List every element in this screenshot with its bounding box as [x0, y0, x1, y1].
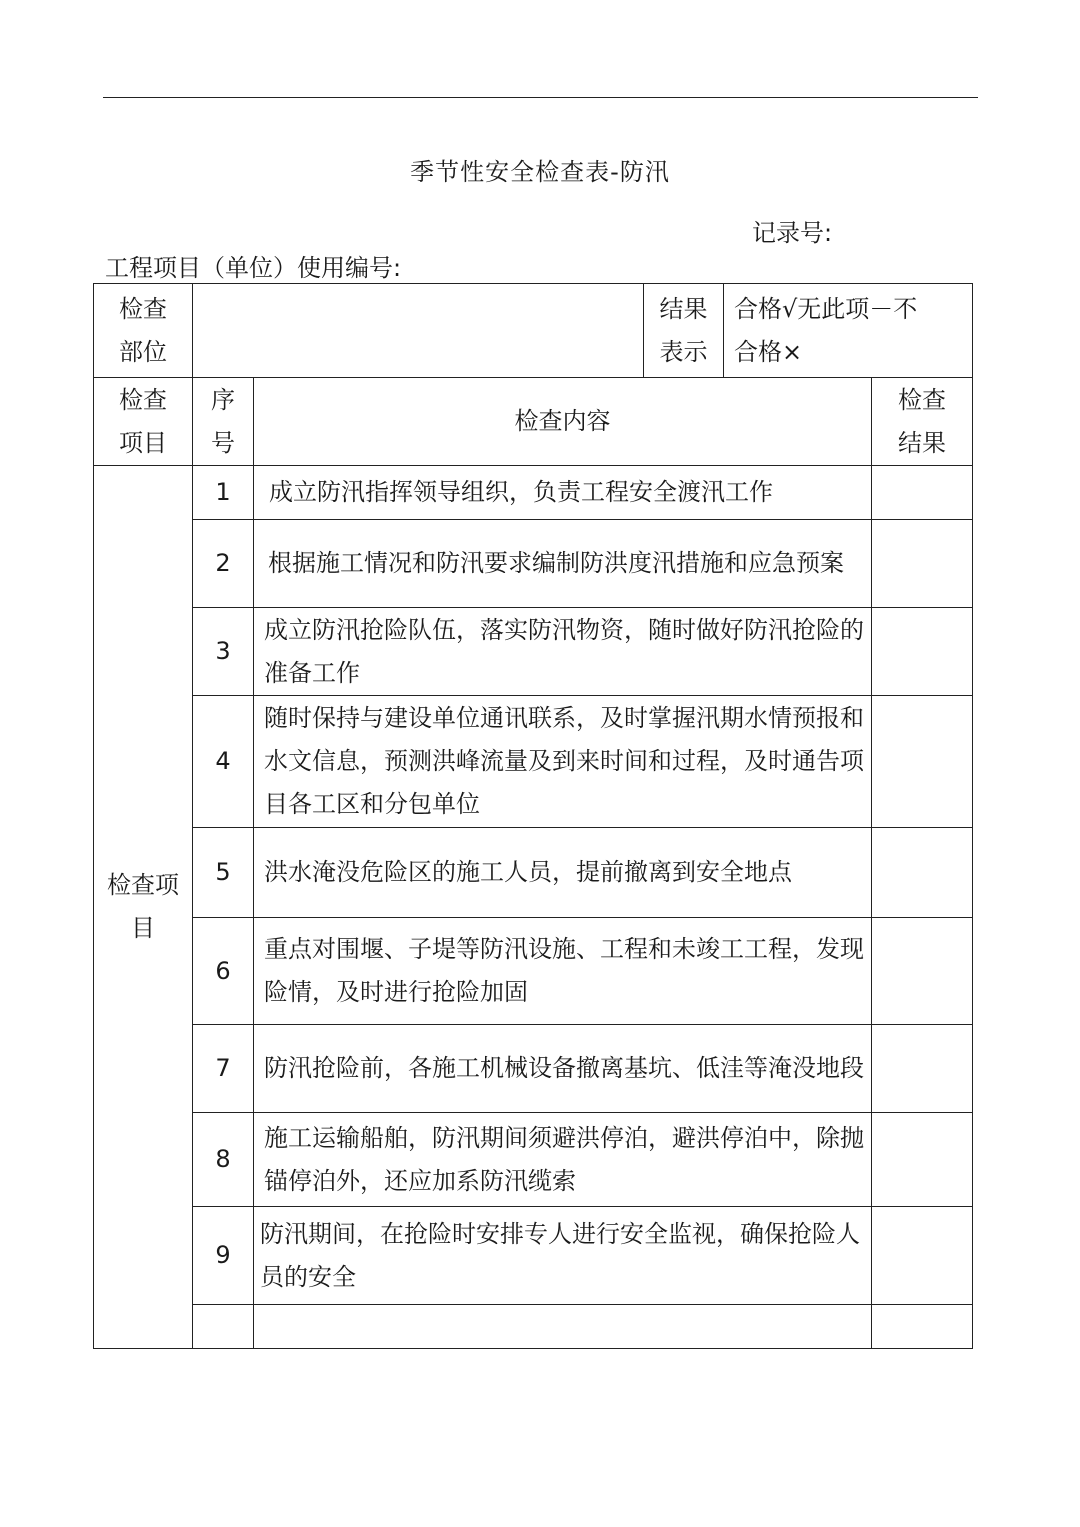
header-content: 检查内容: [254, 378, 872, 466]
table-row: [94, 520, 973, 608]
location-value[interactable]: [193, 284, 644, 378]
row-result[interactable]: [872, 520, 973, 608]
table-row: [94, 466, 973, 520]
row-content: 重点对围堰、子堤等防汛设施、工程和未竣工工程，发现险情，及时进行抢险加固: [254, 918, 872, 1025]
header-row: [94, 378, 973, 466]
row-seq: 2: [193, 520, 254, 608]
location-label: 检查部位: [94, 284, 193, 378]
row-result[interactable]: [872, 918, 973, 1025]
row-result[interactable]: [872, 1025, 973, 1113]
row-content[interactable]: [254, 1305, 872, 1349]
table-row: [94, 828, 973, 918]
result-legend: 合格√无此项－不合格×: [724, 284, 973, 378]
top-divider: [103, 97, 978, 98]
location-row: [94, 284, 973, 378]
row-content: 根据施工情况和防汛要求编制防洪度汛措施和应急预案: [254, 520, 872, 608]
row-seq: [193, 1305, 254, 1349]
row-result[interactable]: [872, 828, 973, 918]
header-result: 检查结果: [872, 378, 973, 466]
row-seq: 4: [193, 696, 254, 828]
table-row: [94, 1207, 973, 1305]
page-title: 季节性安全检查表-防汛: [410, 158, 670, 186]
row-content: 洪水淹没危险区的施工人员，提前撤离到安全地点: [254, 828, 872, 918]
table-row: [94, 696, 973, 828]
row-content: 随时保持与建设单位通讯联系，及时掌握汛期水情预报和水文信息，预测洪峰流量及到来时间和过程，及时通告项目各工区和分包单位: [254, 696, 872, 828]
row-seq: 7: [193, 1025, 254, 1113]
row-seq: 6: [193, 918, 254, 1025]
row-content: 防汛抢险前，各施工机械设备撤离基坑、低洼等淹没地段: [254, 1025, 872, 1113]
row-content: 施工运输船舶，防汛期间须避洪停泊，避洪停泊中，除抛锚停泊外，还应加系防汛缆索: [254, 1113, 872, 1207]
table-row: [94, 918, 973, 1025]
table-row: [94, 608, 973, 696]
row-seq: 5: [193, 828, 254, 918]
group-label: 检查项目: [94, 466, 193, 1349]
header-item: 检查项目: [94, 378, 193, 466]
project-number-label: 工程项目（单位）使用编号:: [105, 254, 402, 282]
result-legend-label: 结果表示: [644, 284, 724, 378]
row-result[interactable]: [872, 1207, 973, 1305]
row-seq: 1: [193, 466, 254, 520]
header-seq: 序号: [193, 378, 254, 466]
row-content: 防汛期间，在抢险时安排专人进行安全监视，确保抢险人员的安全: [254, 1207, 872, 1305]
row-content: 成立防汛抢险队伍，落实防汛物资，随时做好防汛抢险的准备工作: [254, 608, 872, 696]
row-content: 成立防汛指挥领导组织，负责工程安全渡汛工作: [254, 466, 872, 520]
table-row: [94, 1113, 973, 1207]
row-seq: 8: [193, 1113, 254, 1207]
row-result[interactable]: [872, 1305, 973, 1349]
record-number-label: 记录号:: [752, 219, 833, 247]
inspection-table: [93, 283, 973, 1349]
row-result[interactable]: [872, 466, 973, 520]
row-seq: 3: [193, 608, 254, 696]
table-row: [94, 1025, 973, 1113]
table-row: [94, 1305, 973, 1349]
row-result[interactable]: [872, 1113, 973, 1207]
row-seq: 9: [193, 1207, 254, 1305]
row-result[interactable]: [872, 696, 973, 828]
row-result[interactable]: [872, 608, 973, 696]
